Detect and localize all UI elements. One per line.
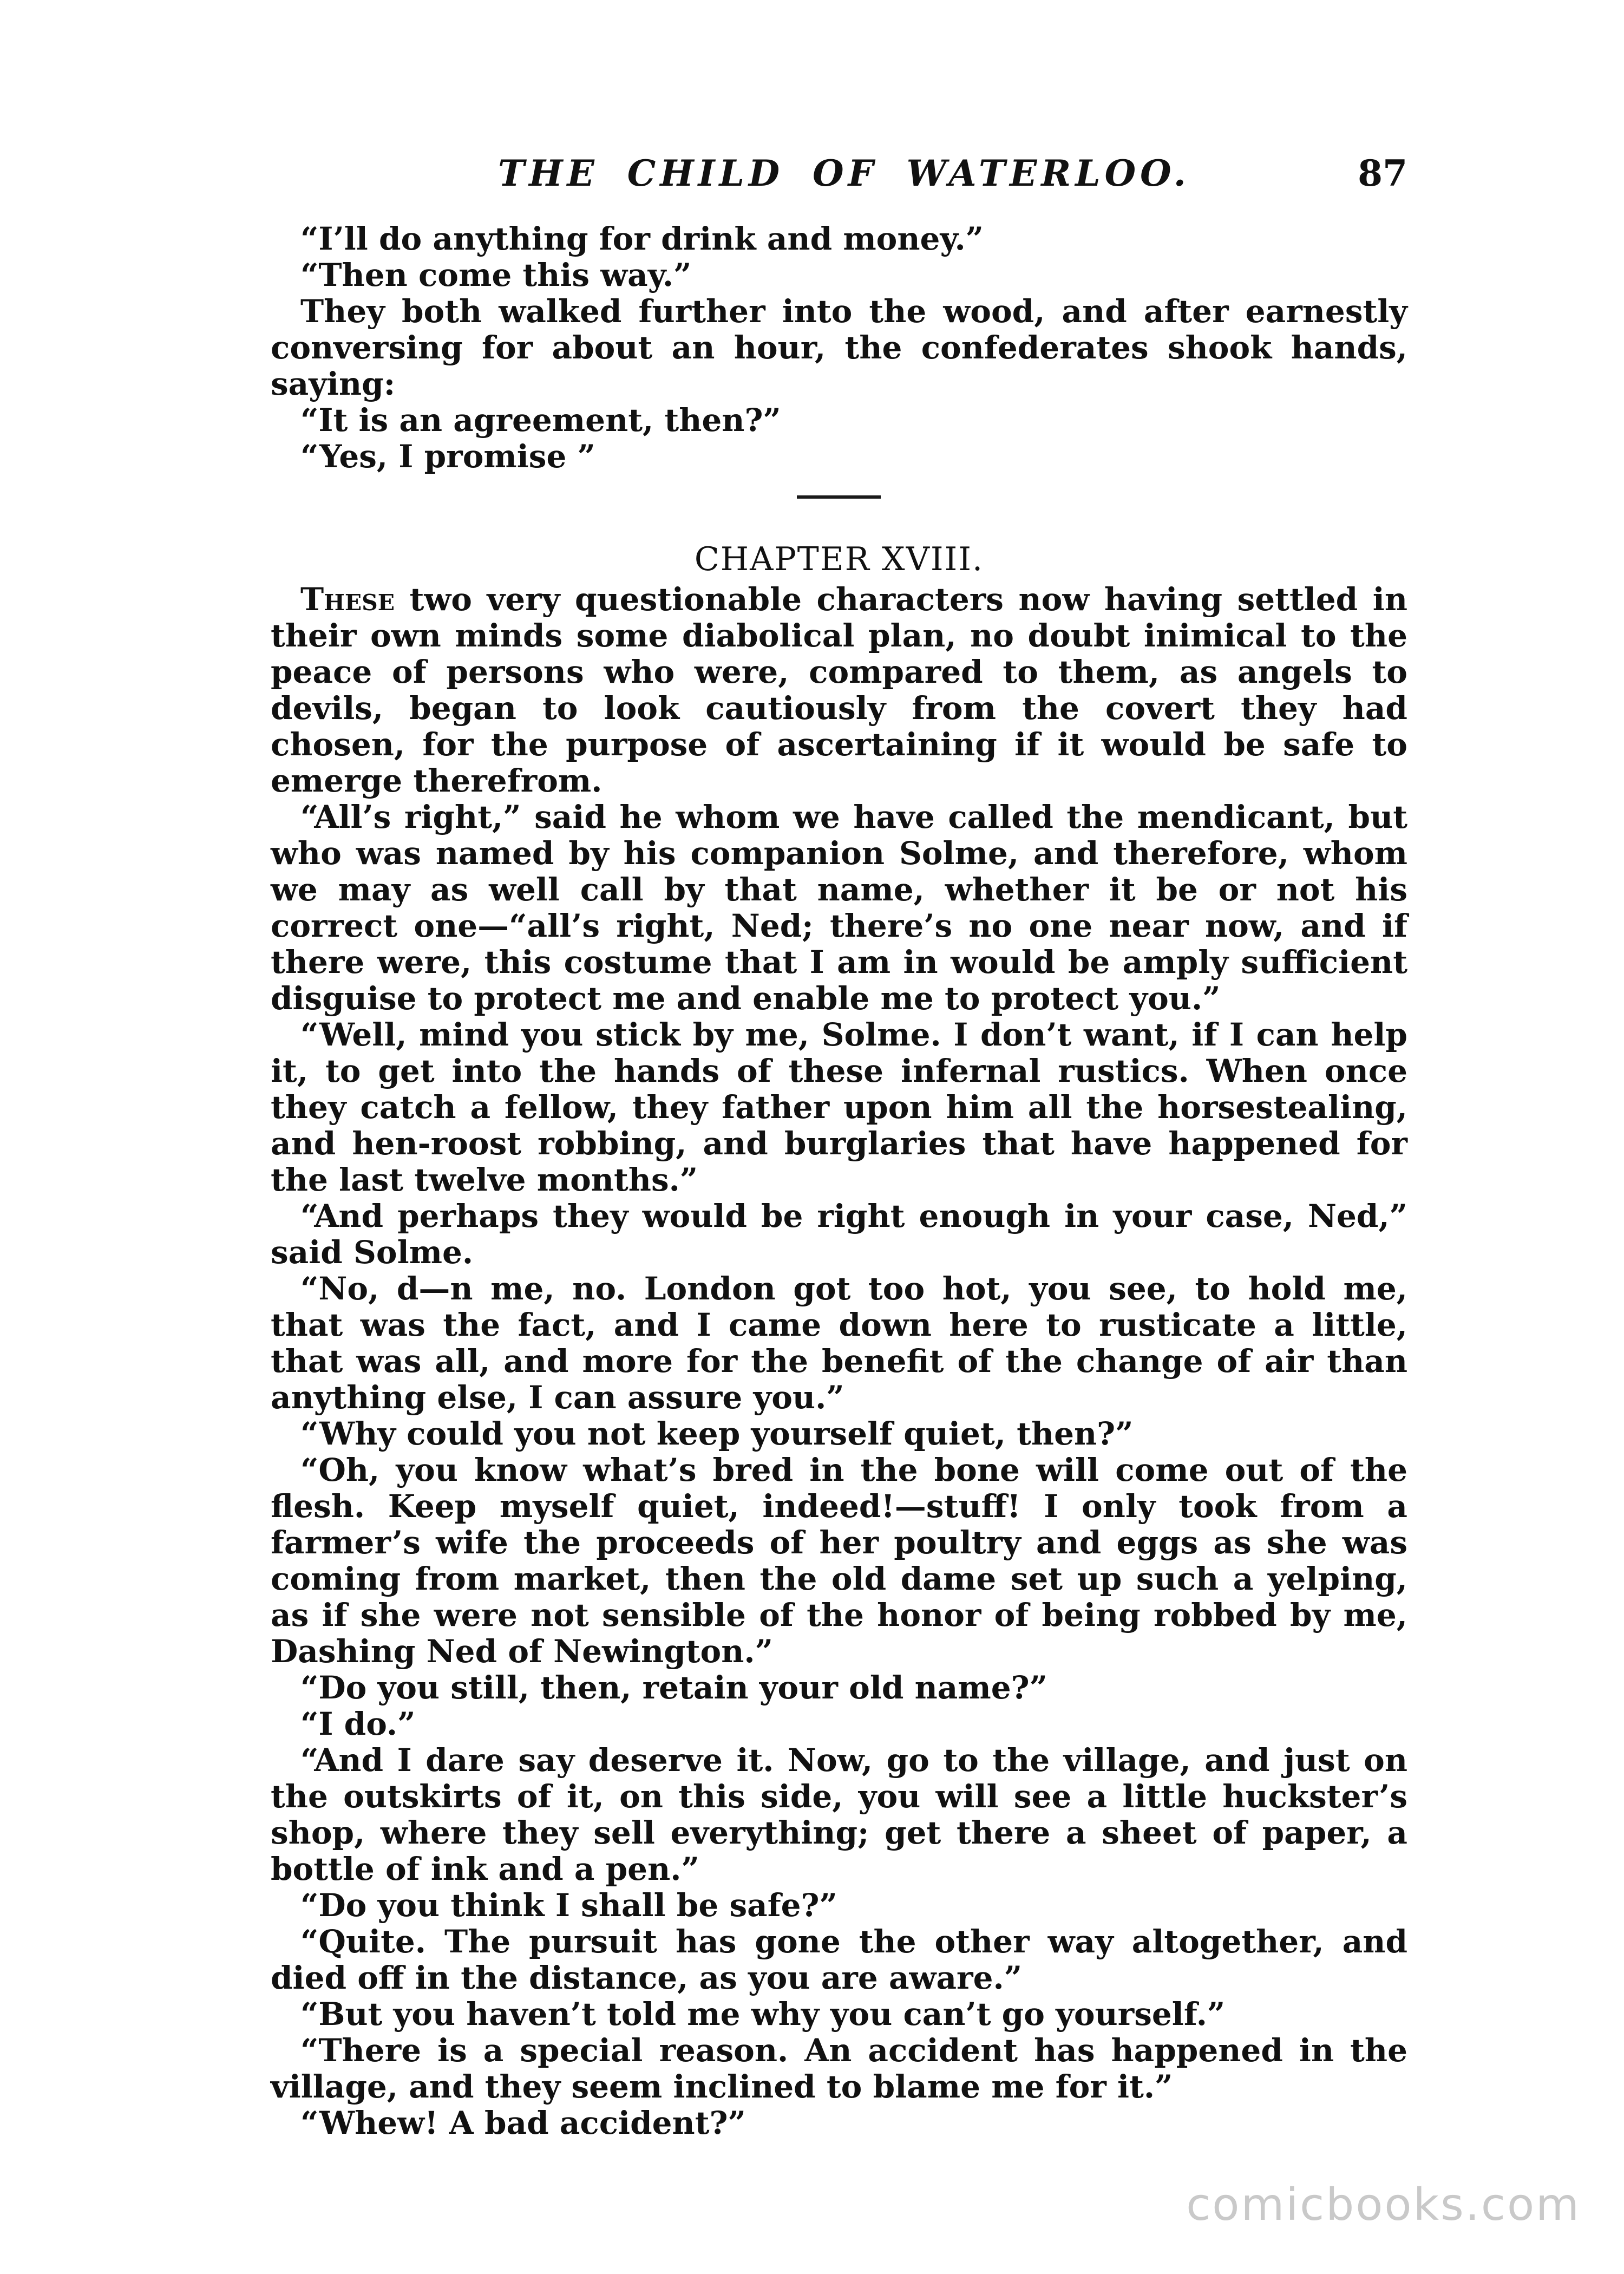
paragraph: “Do you still, then, retain your old name?” (300, 1669, 1047, 1706)
paragraph: “Oh, you know what’s bred in the bone will come out of the flesh. Keep myself quiet, indeed!—stuff! I only took from a farmer’s wife the proceeds of her poultry and eggs as she was coming from market, then the old dame set up such a yelping, as if she were not sensible of the honor of being robbed by me, Dashing Ned of Newington.” (271, 1452, 1407, 1670)
paragraph: “No, d—n me, no. London got too hot, you see, to hold me, that was the fact, and I came down here to rusticate a little, that was all, and more for the benefit of the change of air than anything else, I can assure you.” (271, 1270, 1407, 1416)
chapter-lead-word: These (300, 581, 395, 618)
paragraph: “And I dare say deserve it. Now, go to the village, and just on the outskirts of it, on this side, you will see a little huckster’s shop, where they sell everything; get there a sheet of paper, a bottle of ink and a pen.” (271, 1742, 1407, 1887)
paragraph: They both walked further into the wood, and after earnestly conversing for about an hour, the confederates shook hands, saying: (271, 293, 1407, 402)
paragraph: “Then come this way.” (300, 257, 692, 293)
paragraph: “Do you think I shall be safe?” (300, 1887, 837, 1924)
paragraph: “And perhaps they would be right enough in your case, Ned,” said Solme. (271, 1198, 1407, 1271)
chapter-first-paragraph-text: two very questionable characters now having settled in their own minds some diabolical plan, no doubt inimical to the peace of persons who were, compared to them, as angels to devils, began to look cautiously from the covert they had chosen, for the purpose of ascertaining if it would be safe to emerge therefrom. (271, 581, 1407, 799)
paragraph: “Why could you not keep yourself quiet, then?” (300, 1415, 1134, 1452)
paragraph: “All’s right,” said he whom we have called the mendicant, but who was named by his companion Solme, and therefore, whom we may as well call by that name, whether it be or not his correct one—“all’s right, Ned; there’s no one near now, and if there were, this costume that I am in would be amply sufficient disguise to protect me and enable me to protect you.” (271, 799, 1407, 1017)
chapter-text (271, 581, 1407, 2141)
watermark: comicbooks.com (1186, 2179, 1581, 2231)
page-number: 87 (1358, 152, 1407, 194)
paragraph: “Well, mind you stick by me, Solme. I don’t want, if I can help it, to get into the hands of these infernal rustics. When once they catch a fellow, they father upon him all the horsestealing, and hen-roost robbing, and burglaries that have happened for the last twelve months.” (271, 1016, 1407, 1198)
running-title: THE CHILD OF WATERLOO. (498, 152, 1190, 194)
paragraph: “I’ll do anything for drink and money.” (300, 220, 984, 257)
paragraph: “Quite. The pursuit has gone the other way altogether, and died off in the distance, as you are aware.” (271, 1923, 1407, 1996)
paragraph: “Whew! A bad accident?” (300, 2105, 746, 2141)
running-head (271, 147, 1407, 199)
paragraph: “Yes, I promise ” (300, 438, 595, 475)
paragraph: “I do.” (300, 1706, 416, 1742)
chapter-first-paragraph (271, 581, 1407, 799)
paragraph: “It is an agreement, then?” (300, 402, 781, 439)
paragraph: “But you haven’t told me why you can’t go yourself.” (300, 1996, 1226, 2033)
pre-chapter-text (271, 221, 1407, 475)
section-divider-rule (797, 495, 881, 499)
chapter-heading: CHAPTER XVIII. (694, 540, 984, 578)
paragraph: “There is a special reason. An accident has happened in the village, and they seem inclined to blame me for it.” (271, 2032, 1407, 2105)
